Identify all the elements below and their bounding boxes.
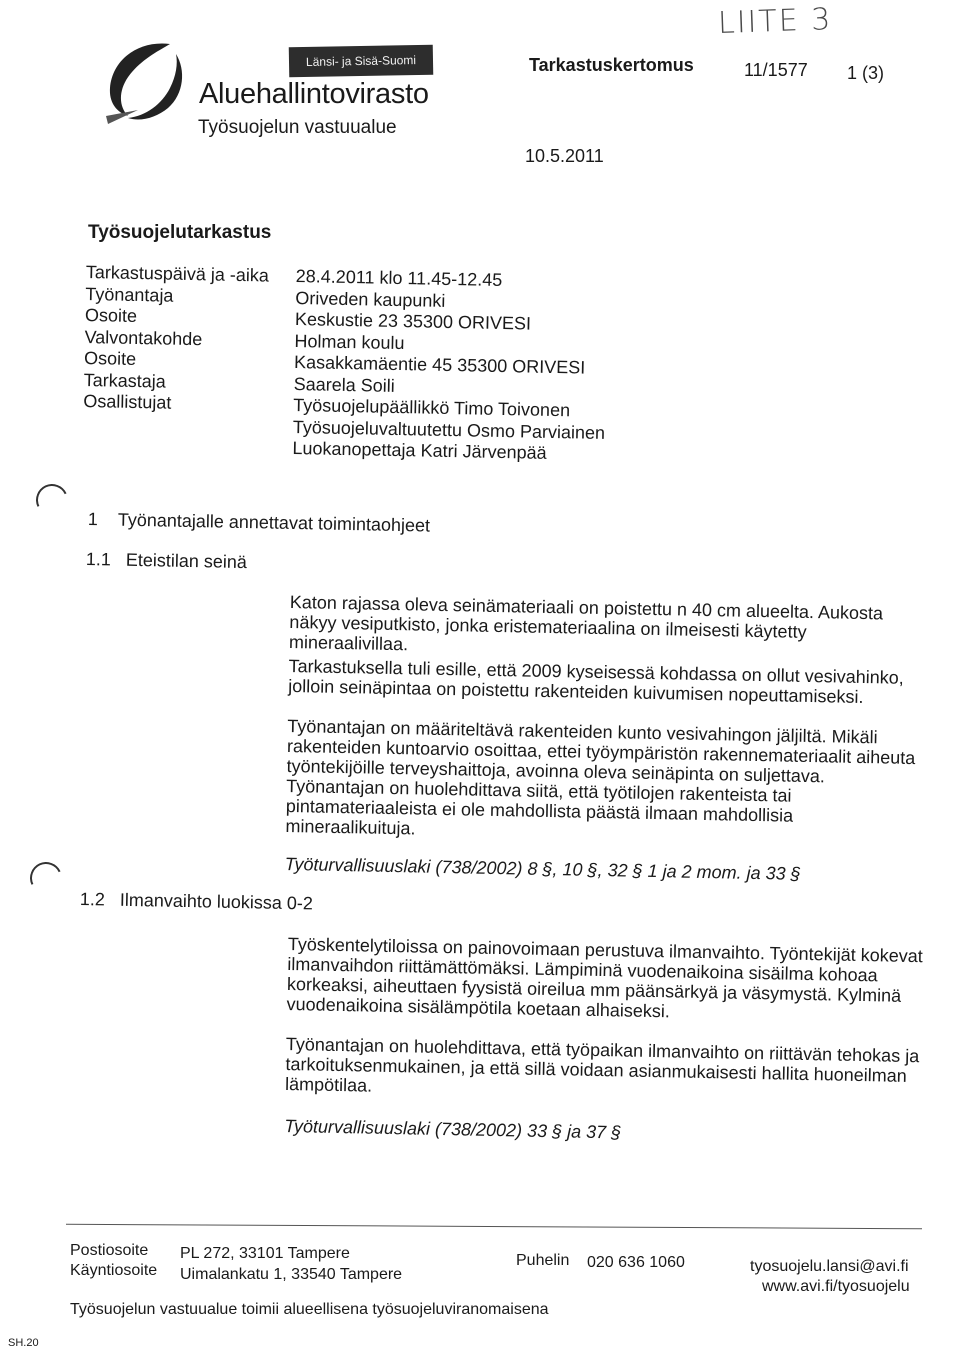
form-code: SH.20 bbox=[8, 1337, 39, 1349]
subsection-title: Ilmanvaihto luokissa 0-2 bbox=[119, 889, 314, 914]
visit-value: Uimalankatu 1, 33540 Tampere bbox=[180, 1266, 403, 1283]
paragraph: Työnantajan on huolehdittava, että työpaikan ilmanvaihto on riittävän tehokas ja tarkoituksenmukainen, ja että sillä voidaan asianmukaisesti hallita huoneilman lämpötilaa. bbox=[284, 1033, 920, 1096]
website-link[interactable]: www.avi.fi/tyosuojelu bbox=[762, 1278, 910, 1295]
region-badge: Länsi- ja Sisä-Suomi bbox=[289, 45, 434, 78]
meta-label: Osoite bbox=[84, 304, 138, 326]
chapter-heading bbox=[88, 509, 431, 537]
subsection-number: 1.1 bbox=[85, 549, 112, 570]
paragraph: Työnantajan on määriteltävä rakenteiden kunto vesivahingon jäljiltä. Mikäli rakenteiden kuntoarvio osoittaa, ettei työympäristön rakennemateriaalit aiheuta työntekijöille terveyshaittoja, avoinna oleva seinäpinta on suljettava. Työnantajan on huolehdittava siitä, että työtilojen rakenteista tai pintamateriaaleista ei ole mahdollista päästä ilmaan mahdollisia mineraalikuituja. bbox=[285, 715, 916, 839]
postal-value: PL 272, 33101 Tampere bbox=[180, 1245, 350, 1262]
paragraph: Tarkastuksella tuli esille, että 2009 kyseisessä kohdassa on ollut vesivahinko, jolloin seinäpintaa on poistettu rakenteiden kuivumisen nopeuttamiseksi. bbox=[288, 655, 905, 708]
section-body bbox=[285, 592, 930, 886]
punch-hole-icon bbox=[31, 479, 72, 520]
meta-label: Osallistujat bbox=[83, 390, 172, 413]
law-reference: Työturvallisuuslaki (738/2002) 33 § ja 37 § bbox=[284, 1115, 622, 1143]
subsection-number: 1.2 bbox=[79, 889, 106, 910]
paragraph: Työskentelytiloissa on painovoimaan perustuva ilmanvaihto. Työntekijät kokevat ilmanvaihdon riittämättömäksi. Lämpiminä vuodenaikoina sisäilma kohoaa korkeaksi, aiheuttaen fyysistä oireilua mm päänsärkyä ja väsymystä. Kylminä vuodenaikoina sisälämpötila koetaan alhaiseksi. bbox=[286, 934, 923, 1022]
footer-note: Työsuojelun vastuualue toimii alueellisena työsuojeluviranomaisena bbox=[70, 1301, 549, 1318]
meta-value: Kasakkamäentie 45 35300 ORIVESI bbox=[293, 352, 586, 378]
inspection-metadata bbox=[82, 262, 646, 466]
meta-value: Holman koulu bbox=[294, 330, 405, 353]
visit-label: Käyntiosoite bbox=[70, 1262, 158, 1279]
agency-logo-icon bbox=[98, 36, 188, 126]
phone-label: Puhelin bbox=[516, 1252, 570, 1269]
meta-value: Luokanopettaja Katri Järvenpää bbox=[292, 437, 547, 463]
subsection-heading bbox=[86, 549, 247, 573]
document-date: 10.5.2011 bbox=[525, 146, 604, 166]
meta-label: Työnantaja bbox=[85, 283, 174, 306]
phone-value: 020 636 1060 bbox=[587, 1254, 685, 1271]
section-title: Työsuojelutarkastus bbox=[88, 222, 272, 243]
meta-value: Saarela Soili bbox=[293, 373, 395, 396]
meta-value: 28.4.2011 klo 11.45-12.45 bbox=[295, 266, 503, 290]
section-body bbox=[284, 934, 928, 1148]
subsection-heading bbox=[80, 889, 314, 914]
punch-hole-icon bbox=[25, 857, 66, 898]
meta-value: Työsuojeluvaltuutettu Osmo Parviainen bbox=[292, 416, 606, 443]
law-reference: Työturvallisuuslaki (738/2002) 8 §, 10 §, 32 § 1 ja 2 mom. ja 33 § bbox=[284, 853, 801, 884]
chapter-number: 1 bbox=[87, 509, 99, 530]
agency-name: Aluehallintovirasto bbox=[199, 78, 429, 110]
meta-value: Työsuojelupäällikkö Timo Toivonen bbox=[293, 395, 571, 421]
email-link[interactable]: tyosuojelu.lansi@avi.fi bbox=[750, 1258, 909, 1275]
meta-value: Keskustie 23 35300 ORIVESI bbox=[294, 309, 532, 334]
chapter-title: Työnantajalle annettavat toimintaohjeet bbox=[117, 509, 431, 536]
footer-divider bbox=[66, 1224, 922, 1229]
document-type: Tarkastuskertomus bbox=[529, 55, 694, 75]
agency-unit: Työsuojelun vastuualue bbox=[198, 117, 397, 138]
meta-label: Valvontakohde bbox=[84, 326, 203, 349]
paragraph: Katon rajassa oleva seinämateriaali on poistettu n 40 cm alueelta. Aukosta näkyy vesiputkisto, jonka eristemateriaalina on ilmeisesti käytetty mineraalivillaa. bbox=[288, 592, 884, 655]
meta-label: Tarkastuspäivä ja -aika bbox=[85, 262, 270, 286]
postal-label: Postiosoite bbox=[70, 1242, 149, 1259]
page-number: 1 (3) bbox=[847, 63, 885, 83]
meta-value: Oriveden kaupunki bbox=[295, 287, 446, 311]
meta-label: Tarkastaja bbox=[83, 369, 166, 392]
handwritten-annotation: LIITE 3 bbox=[717, 2, 833, 41]
meta-label: Osoite bbox=[83, 347, 137, 369]
document-number: 11/1577 bbox=[744, 60, 808, 80]
subsection-title: Eteistilan seinä bbox=[125, 549, 248, 573]
